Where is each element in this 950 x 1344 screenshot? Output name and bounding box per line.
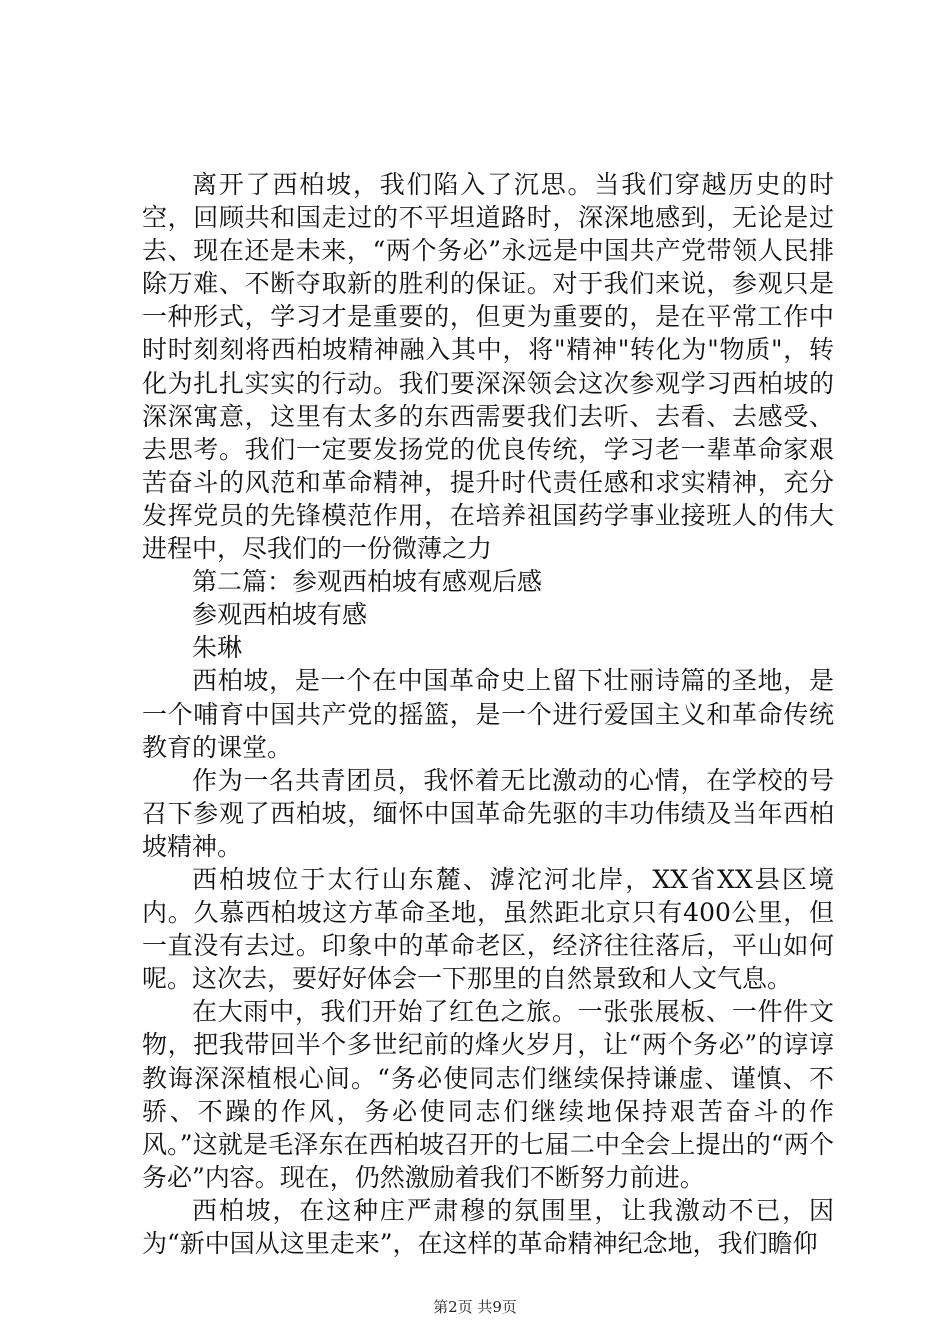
paragraph-intro: 西柏坡，是一个在中国革命史上留下壮丽诗篇的圣地，是一个哺育中国共产党的摇篮，是一个进行爱国主义和革命传统教育的课堂。 xyxy=(142,666,834,762)
paragraph-reflection: 离开了西柏坡，我们陷入了沉思。当我们穿越历史的时空，回顾共和国走过的不平坦道路时，深深地感到，无论是过去、现在还是未来，“两个务必”永远是中国共产党带领人民排除万难、不断夺取新的胜利的保证。对于我们来说，参观只是一种形式，学习才是重要的，但更为重要的，是在平常工作中时时刻刻将西柏坡精神融入其中，将"精神"转化为"物质"，转化为扎扎实实的行动。我们要深深领会这次参观学习西柏坡的深深寓意，这里有太多的东西需要我们去听、去看、去感受、去思考。我们一定要发扬党的优良传统，学习老一辈革命家艰苦奋斗的风范和革命精神，提升时代责任感和求实精神，充分发挥党员的先锋模范作用，在培养祖国药学事业接班人的伟大进程中，尽我们的一份微薄之力 xyxy=(142,170,834,564)
paragraph-atmosphere: 西柏坡，在这种庄严肃穆的氛围里，让我激动不已，因为“新中国从这里走来”，在这样的革命精神纪念地，我们瞻仰 xyxy=(142,1195,834,1258)
paragraph-location: 西柏坡位于太行山东麓、滹沱河北岸，XX省XX县区境内。久慕西柏坡这方革命圣地，虽然距北京只有400公里，但一直没有去过。印象中的革命老区，经济往往落后，平山如何呢。这次去，要好好体会一下那里的自然景致和人文气息。 xyxy=(142,864,834,994)
page-footer: 第2页 共9页 xyxy=(433,1298,517,1316)
article-title: 参观西柏坡有感 xyxy=(192,600,368,630)
paragraph-visit: 作为一名共青团员，我怀着无比激动的心情，在学校的号召下参观了西柏坡，缅怀中国革命先驱的丰功伟绩及当年西柏坡精神。 xyxy=(142,765,834,861)
author-name: 朱琳 xyxy=(192,633,243,663)
document-body xyxy=(142,168,834,1260)
section-heading: 第二篇：参观西柏坡有感观后感 xyxy=(192,567,543,597)
paragraph-red-tour: 在大雨中，我们开始了红色之旅。一张张展板、一件件文物，把我带回半个多世纪前的烽火岁月，让“两个务必”的谆谆教诲深深植根心间。“务必使同志们继续保持谦虚、谨慎、不骄、不躁的作风，务必使同志们继续地保持艰苦奋斗的作风。”这就是毛泽东在西柏坡召开的七届二中全会上提出的“两个务必”内容。现在，仍然激励着我们不断努力前进。 xyxy=(142,997,834,1192)
